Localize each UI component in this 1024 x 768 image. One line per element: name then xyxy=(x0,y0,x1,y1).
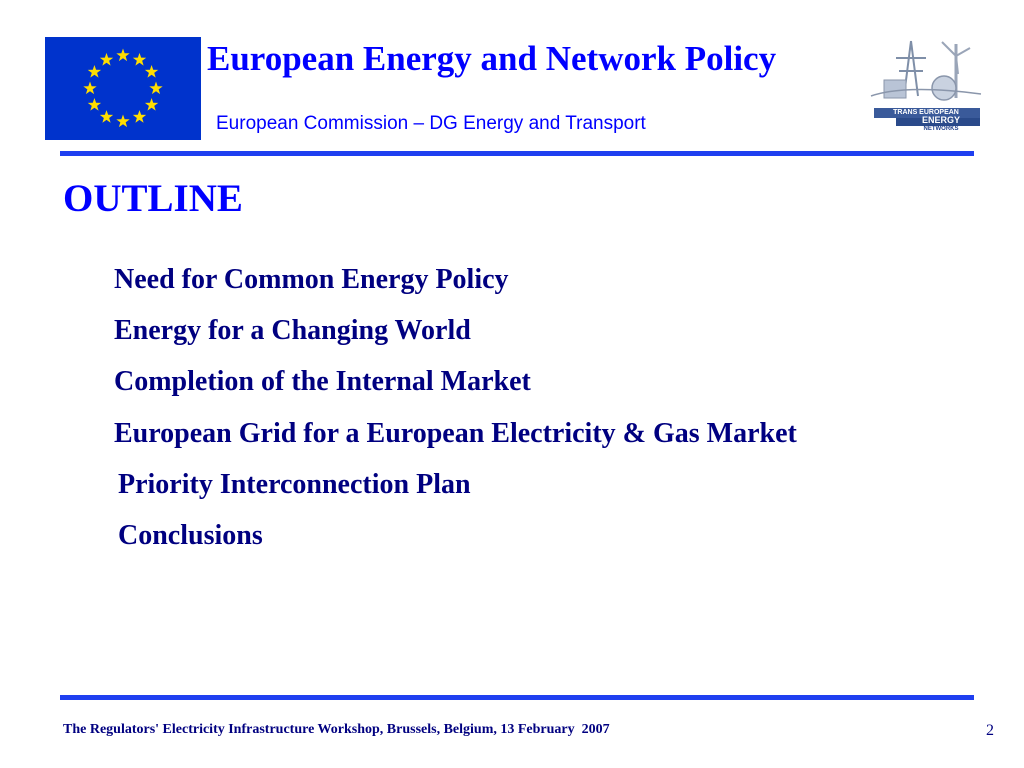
flag-star-icon xyxy=(116,49,129,62)
logo-text-line1: TRANS EUROPEAN xyxy=(893,109,959,116)
flag-star-icon xyxy=(149,82,162,95)
flag-star-icon xyxy=(116,115,129,128)
flag-star-icon xyxy=(88,65,101,78)
logo-text-line3: NETWORKS xyxy=(923,126,959,132)
outline-item: Energy for a Changing World xyxy=(114,315,471,346)
footer-divider xyxy=(60,695,974,700)
outline-item: Conclusions xyxy=(118,520,263,551)
outline-heading: OUTLINE xyxy=(63,177,243,220)
footer-text: The Regulators' Electricity Infrastructure Workshop, Brussels, Belgium, 13 February 2007 xyxy=(63,722,610,737)
flag-star-icon xyxy=(133,53,146,66)
page-subtitle: European Commission – DG Energy and Transport xyxy=(216,113,646,134)
page-title: European Energy and Network Policy xyxy=(207,39,777,78)
flag-star-icon xyxy=(145,65,158,78)
page-number: 2 xyxy=(986,722,994,739)
flag-star-icon xyxy=(133,110,146,123)
flag-star-icon xyxy=(100,53,113,66)
header-divider xyxy=(60,151,974,156)
trans-european-energy-networks-logo xyxy=(866,36,986,136)
outline-item: Priority Interconnection Plan xyxy=(118,469,471,500)
outline-item: European Grid for a European Electricity & Gas Market xyxy=(114,418,797,449)
outline-item: Completion of the Internal Market xyxy=(114,366,531,397)
flag-star-icon xyxy=(100,110,113,123)
eu-flag-icon xyxy=(45,37,201,140)
flag-star-icon xyxy=(88,98,101,111)
logo-text-line2: ENERGY xyxy=(921,115,960,125)
flag-star-icon xyxy=(145,98,158,111)
flag-star-icon xyxy=(83,82,96,95)
outline-item: Need for Common Energy Policy xyxy=(114,264,509,295)
